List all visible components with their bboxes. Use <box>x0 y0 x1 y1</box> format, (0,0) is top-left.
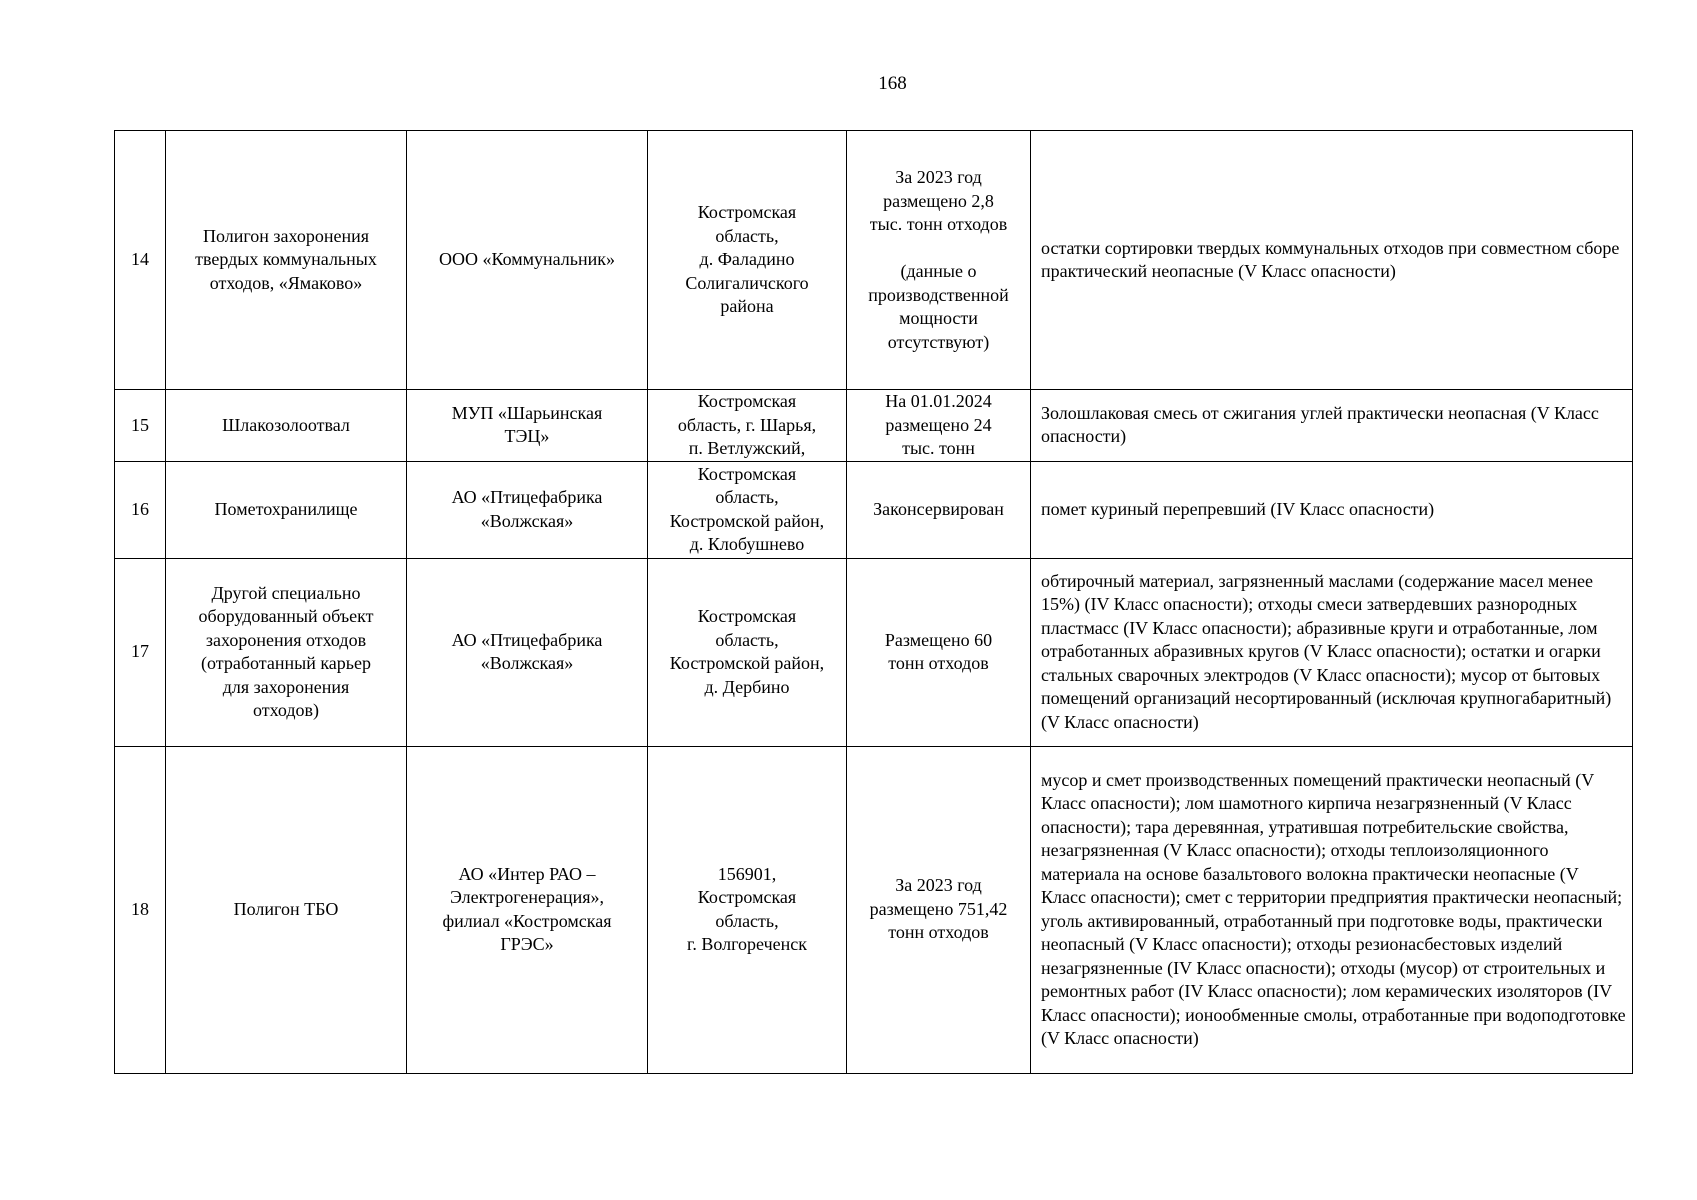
capacity-status: Размещено 60 тонн отходов <box>847 558 1031 746</box>
capacity-status: На 01.01.2024 размещено 24 тыс. тонн <box>847 390 1031 462</box>
table-row <box>115 390 1633 462</box>
row-number: 17 <box>115 558 166 746</box>
operator: АО «Птицефабрика «Волжская» <box>407 558 648 746</box>
location: 156901, Костромская область, г. Волгореченск <box>648 746 847 1073</box>
facility-name: Пометохранилище <box>166 461 407 558</box>
operator: МУП «Шарьинская ТЭЦ» <box>407 390 648 462</box>
facility-name: Шлакозолоотвал <box>166 390 407 462</box>
waste-types: мусор и смет производственных помещений практически неопасный (V Класс опасности); лом шамотного кирпича незагрязненный (V Класс опасности); тара деревянная, утратившая потребительские свойства, незагрязненная (V Класс опасности); отходы теплоизоляционного материала на основе базальтового волокна практически неопасные (V Класс опасности); смет с территории предприятия практически неопасный; уголь активированный, отработанный при подготовке воды, практически неопасный (V Класс опасности); отходы резионасбестовых изделий незагрязненные (IV Класс опасности); отходы (мусор) от строительных и ремонтных работ (IV Класс опасности); лом керамических изоляторов (IV Класс опасности); ионообменные смолы, отработанные при водоподготовке (V Класс опасности) <box>1031 746 1633 1073</box>
row-number: 18 <box>115 746 166 1073</box>
table-row <box>115 558 1633 746</box>
row-number: 14 <box>115 131 166 390</box>
row-number: 15 <box>115 390 166 462</box>
table-row <box>115 461 1633 558</box>
row-number: 16 <box>115 461 166 558</box>
facility-name: Полигон ТБО <box>166 746 407 1073</box>
operator: АО «Интер РАО – Электрогенерация», филиал «Костромская ГРЭС» <box>407 746 648 1073</box>
capacity-status: Законсервирован <box>847 461 1031 558</box>
operator: АО «Птицефабрика «Волжская» <box>407 461 648 558</box>
waste-types: остатки сортировки твердых коммунальных отходов при совместном сборе практический неопасные (V Класс опасности) <box>1031 131 1633 390</box>
facility-name: Полигон захоронения твердых коммунальных отходов, «Ямаково» <box>166 131 407 390</box>
operator: ООО «Коммунальник» <box>407 131 648 390</box>
location: Костромская область, г. Шарья, п. Ветлужский, <box>648 390 847 462</box>
table-row <box>115 131 1633 390</box>
facility-name: Другой специально оборудованный объект захоронения отходов (отработанный карьер для захоронения отходов) <box>166 558 407 746</box>
page-number: 168 <box>878 73 907 94</box>
location: Костромская область, Костромской район, д. Дербино <box>648 558 847 746</box>
table-row <box>115 746 1633 1073</box>
location: Костромская область, д. Фаладино Солигаличского района <box>648 131 847 390</box>
capacity-status: За 2023 год размещено 2,8 тыс. тонн отходов (данные о производственной мощности отсутствуют) <box>847 131 1031 390</box>
waste-facilities-table <box>114 130 1633 1074</box>
capacity-status: За 2023 год размещено 751,42 тонн отходов <box>847 746 1031 1073</box>
waste-types: Золошлаковая смесь от сжигания углей практически неопасная (V Класс опасности) <box>1031 390 1633 462</box>
waste-types: помет куриный перепревший (IV Класс опасности) <box>1031 461 1633 558</box>
waste-types: обтирочный материал, загрязненный маслами (содержание масел менее 15%) (IV Класс опасности); отходы смеси затвердевших разнородных пластмасс (IV Класс опасности); абразивные круги и отработанные, лом отработанных абразивных кругов (V Класс опасности); остатки и огарки стальных сварочных электродов (V Класс опасности); мусор от бытовых помещений организаций несортированный (исключая крупногабаритный) (V Класс опасности) <box>1031 558 1633 746</box>
location: Костромская область, Костромской район, д. Клобушнево <box>648 461 847 558</box>
